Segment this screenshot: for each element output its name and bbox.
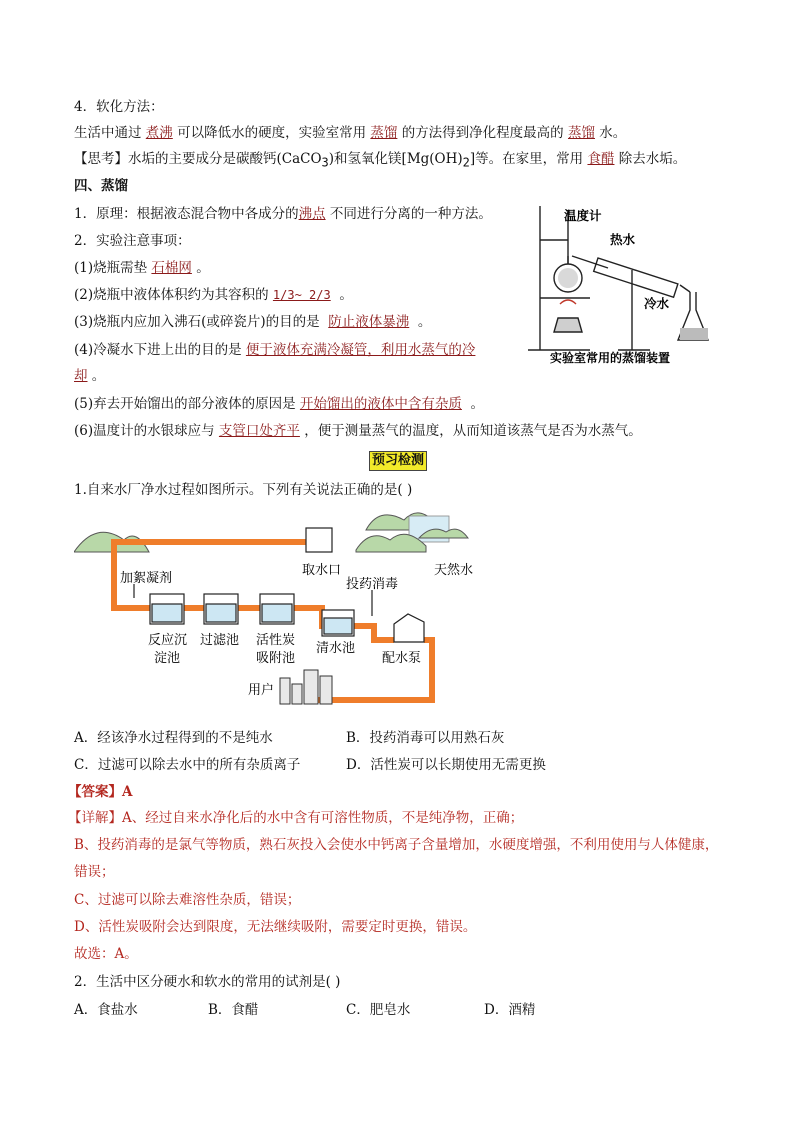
q1-option-b: B．投药消毒可以用熟石灰 (346, 730, 505, 746)
q1-option-a: A．经该净水过程得到的不是纯水 (74, 730, 273, 746)
q1-explanation-2: B、投药消毒的是氯气等物质，熟石灰投入会使水中钙离子含量增加，水硬度增强，不利用使用与人体健康， (74, 837, 719, 853)
notes-heading: 2．实验注意事项： (74, 233, 191, 249)
answer-boiling-point: 沸点 (298, 206, 326, 222)
answer-bumping: 防止液体暴沸 (328, 314, 410, 330)
note-4-cont: 却 。 (74, 368, 106, 384)
label-cold-water: 冷水 (644, 297, 670, 311)
label-pump: 配水泵 (382, 650, 422, 665)
answer-distill: 蒸馏 (370, 125, 398, 141)
label-filter: 过滤池 (200, 632, 240, 647)
water-treatment-diagram (74, 500, 494, 712)
q2-option-a: A．食盐水 (74, 1002, 138, 1018)
answer-vinegar: 食醋 (587, 151, 615, 167)
distill-heading: 四、蒸馏 (74, 178, 128, 194)
note-4: (4)冷凝水下进上出的目的是 便于液体充满冷凝管，利用水蒸气的冷 (74, 342, 476, 358)
answer-impurity: 开始馏出的液体中含有杂质 (299, 396, 462, 412)
q1-explanation-1: 【详解】A、经过自来水净化后的水中含有可溶性物质，不是纯净物，正确； (68, 810, 524, 826)
preview-section-tag: 预习检测 (369, 451, 427, 471)
note-5: (5)弃去开始馏出的部分液体的原因是 开始馏出的液体中含有杂质 。 (74, 396, 485, 412)
q1-choice: 故选：A。 (74, 946, 138, 962)
label-coagulant: 加絮凝剂 (120, 570, 173, 585)
q1-explanation-4: C、过滤可以除去难溶性杂质，错误； (74, 892, 301, 908)
softening-line: 生活中通过 煮沸 可以降低水的硬度，实验室常用 蒸馏 的方法得到净化程度最高的 蒸馏 水。 (74, 125, 627, 141)
q1-option-c: C．过滤可以除去水中的所有杂质离子 (74, 757, 301, 773)
q1-explanation-3: 错误； (74, 864, 115, 880)
answer-condense-cont: 却 (74, 368, 88, 384)
note-6: (6)温度计的水银球应与 支管口处齐平 ，便于测量蒸气的温度，从而知道该蒸气是否为水蒸气。 (74, 423, 642, 439)
question-2-stem: 2．生活中区分硬水和软水的常用的试剂是( ) (74, 974, 341, 990)
q1-answer: 【答案】A (68, 784, 133, 800)
q2-option-b: B．食醋 (208, 1002, 259, 1018)
q2-option-c: C．肥皂水 (346, 1002, 411, 1018)
label-reaction-2: 淀池 (154, 650, 181, 665)
answer-level: 支管口处齐平 (218, 423, 300, 439)
apparatus-caption: 实验室常用的蒸馏装置 (550, 351, 671, 365)
label-disinfect: 投药消毒 (346, 576, 399, 591)
note-3: (3)烧瓶内应加入沸石(或碎瓷片)的目的是 防止液体暴沸 。 (74, 314, 432, 330)
note-2: (2)烧瓶中液体体积约为其容积的 1/3~ 2/3 。 (74, 287, 353, 303)
distillation-apparatus-figure (520, 200, 720, 372)
label-reaction-1: 反应沉 (148, 632, 188, 647)
label-clear-pool: 清水池 (316, 640, 356, 655)
softening-heading: 4．软化方法： (74, 99, 164, 115)
answer-condense: 便于液体充满冷凝管，利用水蒸气的冷 (245, 342, 476, 358)
answer-boil: 煮沸 (145, 125, 173, 141)
label-thermometer: 温度计 (564, 209, 602, 223)
label-carbon-1: 活性炭 (256, 632, 296, 647)
question-1-stem: 1.自来水厂净水过程如图所示。下列有关说法正确的是( ) (74, 482, 413, 498)
label-carbon-2: 吸附池 (256, 650, 296, 665)
q1-explanation-5: D、活性炭吸附会达到限度，无法继续吸附，需要定时更换，错误。 (74, 919, 477, 935)
answer-ratio: 1/3~ 2/3 (272, 288, 331, 302)
answer-gauze: 石棉网 (151, 260, 192, 276)
label-intake: 取水口 (302, 562, 342, 577)
think-line: 【思考】水垢的主要成分是碳酸钙(CaCO$_3$)和氢氧化镁$[Mg(OH)_2]$等。在家里，常用 食醋 除去水垢。 (74, 151, 687, 170)
label-user: 用户 (248, 682, 275, 697)
note-1: (1)烧瓶需垫 石棉网 。 (74, 260, 210, 276)
label-hot-water: 热水 (610, 233, 636, 247)
q1-option-d: D．活性炭可以长期使用无需更换 (346, 757, 546, 773)
principle-line: 1．原理：根据液态混合物中各成分的沸点 不同进行分离的一种方法。 (74, 206, 492, 222)
answer-distill-2: 蒸馏 (567, 125, 595, 141)
q2-option-d: D．酒精 (484, 1002, 536, 1018)
label-natural-water: 天然水 (434, 562, 474, 577)
